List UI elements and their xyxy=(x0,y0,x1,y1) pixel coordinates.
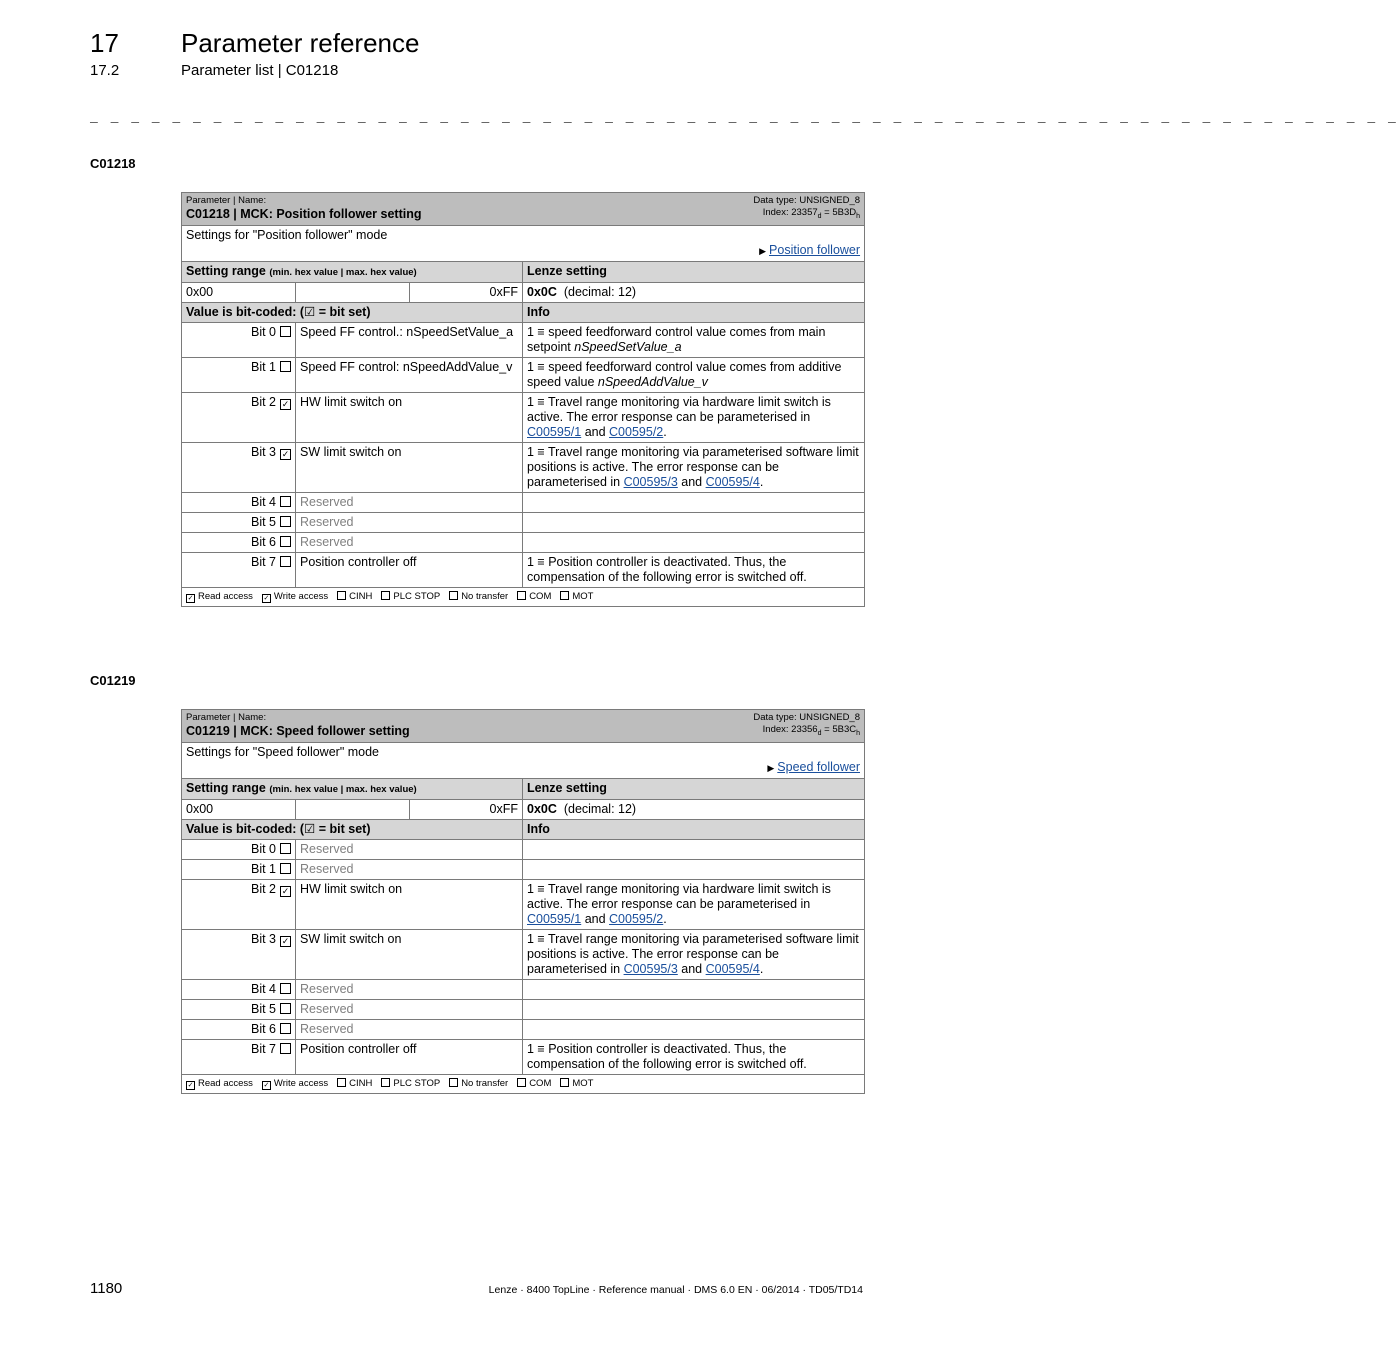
bit-info xyxy=(523,492,865,512)
bit-info: 1 ≡ speed feedforward control value comes from main setpoint nSpeedSetValue_a xyxy=(523,322,865,357)
access-flag: CINH xyxy=(337,591,372,602)
bit-index: Bit 1 xyxy=(182,859,296,879)
checkbox-icon: ✓ xyxy=(281,448,290,459)
bit-row xyxy=(182,392,865,442)
checkbox-icon xyxy=(280,516,291,527)
bit-row xyxy=(182,979,865,999)
checkbox-icon xyxy=(280,1003,291,1014)
checkbox-icon xyxy=(381,591,390,600)
bit-name: Reserved xyxy=(296,1019,523,1039)
bit-name: SW limit switch on xyxy=(296,442,523,492)
chapter-title: Parameter reference xyxy=(181,28,420,58)
bit-index: Bit 5 xyxy=(182,999,296,1019)
checkbox-icon xyxy=(337,1078,346,1087)
checkbox-icon xyxy=(280,496,291,507)
bit-info xyxy=(523,859,865,879)
bit-info: 1 ≡ Travel range monitoring via hardware limit switch is active. The error response can be parameterised in C00595/1 and C00595/2. xyxy=(523,392,865,442)
checkbox-icon xyxy=(280,1023,291,1034)
bit-index: Bit 0 xyxy=(182,839,296,859)
checkbox-icon xyxy=(337,591,346,600)
lenze-setting-header: Lenze setting xyxy=(523,778,865,799)
bit-name: Speed FF control: nSpeedAddValue_v xyxy=(296,357,523,392)
ref-link[interactable]: C00595/1 xyxy=(527,424,582,439)
checkbox-icon: ✓ xyxy=(281,935,290,946)
bit-row xyxy=(182,442,865,492)
checkbox-icon: ✓ xyxy=(263,1081,270,1089)
checkbox-icon xyxy=(517,1078,526,1087)
access-flag: COM xyxy=(517,1078,551,1089)
access-flag: MOT xyxy=(560,1078,593,1089)
bit-row xyxy=(182,492,865,512)
checkbox-icon xyxy=(280,863,291,874)
checkbox-icon xyxy=(280,361,291,372)
section-title: Parameter list | C01218 xyxy=(181,62,339,79)
bit-info: 1 ≡ Travel range monitoring via hardware limit switch is active. The error response can be parameterised in C00595/1 and C00595/2. xyxy=(523,879,865,929)
param-name-caption: Parameter | Name: xyxy=(186,712,267,723)
bit-row xyxy=(182,859,865,879)
checkbox-icon xyxy=(280,1043,291,1054)
checkbox-icon xyxy=(449,591,458,600)
bit-name: HW limit switch on xyxy=(296,879,523,929)
bit-index: Bit 2 ✓ xyxy=(182,879,296,929)
checkbox-icon: ✓ xyxy=(263,594,270,602)
bitcoded-header: Value is bit-coded: (☑ = bit set) xyxy=(182,302,523,322)
checkbox-icon: ✓ xyxy=(281,885,290,896)
max-value: 0xFF xyxy=(410,799,523,819)
access-flag: ✓ Read access xyxy=(187,590,253,602)
bit-row xyxy=(182,929,865,979)
checkbox-icon xyxy=(280,556,291,567)
bit-info xyxy=(523,532,865,552)
access-flag: ✓ Read access xyxy=(187,1077,253,1089)
info-header: Info xyxy=(523,302,865,322)
index: Index: $23357_d = 5B3D_h$ xyxy=(762,207,861,220)
bit-info xyxy=(523,512,865,532)
ref-link[interactable]: C00595/3 xyxy=(623,961,678,976)
bit-index: Bit 0 xyxy=(182,322,296,357)
param-name: C01219 | MCK: Speed follower setting xyxy=(186,724,410,738)
bit-index: Bit 5 xyxy=(182,512,296,532)
bit-info xyxy=(523,979,865,999)
bit-info xyxy=(523,999,865,1019)
mode-link[interactable]: Speed follower xyxy=(777,759,860,774)
bit-info: 1 ≡ speed feedforward control value comes from additive speed value nSpeedAddValue_v xyxy=(523,357,865,392)
checkbox-icon xyxy=(280,326,291,337)
param-name-caption: Parameter | Name: xyxy=(186,195,267,206)
ref-link[interactable]: C00595/4 xyxy=(705,474,760,489)
bit-index: Bit 3 ✓ xyxy=(182,929,296,979)
setting-range-header: Setting range (min. hex value | max. hex value) xyxy=(182,261,523,282)
checkbox-icon xyxy=(560,1078,569,1087)
bit-name: Reserved xyxy=(296,492,523,512)
bit-info xyxy=(523,839,865,859)
bit-row xyxy=(182,1019,865,1039)
bit-row xyxy=(182,512,865,532)
bit-index: Bit 7 xyxy=(182,1039,296,1074)
bit-index: Bit 4 xyxy=(182,492,296,512)
arrow-right-icon: ▶ xyxy=(759,245,767,256)
max-value: 0xFF xyxy=(410,282,523,302)
mode-link[interactable]: Position follower xyxy=(769,242,861,257)
bit-row xyxy=(182,1039,865,1074)
checkbox-icon xyxy=(381,1078,390,1087)
param-description: Settings for "Position follower" mode ▶ Position follower xyxy=(182,225,865,261)
bit-name: Reserved xyxy=(296,839,523,859)
lenze-setting-header: Lenze setting xyxy=(523,261,865,282)
access-flag: MOT xyxy=(560,591,593,602)
ref-link[interactable]: C00595/1 xyxy=(527,911,582,926)
bit-row xyxy=(182,552,865,587)
access-flag: PLC STOP xyxy=(381,591,440,602)
ref-link[interactable]: C00595/2 xyxy=(609,424,664,439)
lenze-value: 0x0C (decimal: 12) xyxy=(523,799,865,819)
bit-row xyxy=(182,879,865,929)
min-value: 0x00 xyxy=(182,282,296,302)
access-flags xyxy=(182,587,865,606)
section-number: 17.2 xyxy=(90,62,120,79)
access-flag: No transfer xyxy=(449,591,508,602)
bit-info: 1 ≡ Travel range monitoring via parameterised software limit positions is active. The error response can be parameterised in C00595/3 and C00595/4. xyxy=(523,929,865,979)
separator: _ _ _ _ _ _ _ _ _ _ _ _ _ _ _ _ _ _ _ _ _ _ _ _ _ _ _ _ _ _ _ _ _ _ _ _ _ _ _ _ _ _ _ _ _ _ _ _ _ _ _ _ _ _ _ _ _ _ _ _ _ _ _ _ xyxy=(90,110,1398,125)
bit-name: SW limit switch on xyxy=(296,929,523,979)
data-type: Data type: UNSIGNED_8 xyxy=(753,712,860,723)
data-type: Data type: UNSIGNED_8 xyxy=(753,195,861,206)
param-label-c01219: C01219 xyxy=(90,673,136,688)
access-flag: PLC STOP xyxy=(381,1078,440,1089)
param-header xyxy=(182,710,865,743)
bit-row xyxy=(182,322,865,357)
bit-name: Speed FF control.: nSpeedSetValue_a xyxy=(296,322,523,357)
access-flag: COM xyxy=(517,591,551,602)
bit-name: Reserved xyxy=(296,512,523,532)
bit-row xyxy=(182,357,865,392)
bit-info: 1 ≡ Position controller is deactivated. Thus, the compensation of the following error is switched off. xyxy=(523,552,865,587)
ref-link[interactable]: C00595/2 xyxy=(609,911,664,926)
access-flag: CINH xyxy=(337,1078,372,1089)
checkbox-icon xyxy=(280,843,291,854)
access-flag: ✓ Write access xyxy=(263,1077,329,1089)
bit-index: Bit 6 xyxy=(182,532,296,552)
bit-name: Reserved xyxy=(296,859,523,879)
bit-row xyxy=(182,839,865,859)
access-flag: No transfer xyxy=(449,1078,508,1089)
access-flags xyxy=(182,1074,865,1093)
info-header: Info xyxy=(523,819,865,839)
checkbox-icon: ✓ xyxy=(187,594,194,602)
lenze-value: 0x0C (decimal: 12) xyxy=(523,282,865,302)
checkbox-icon xyxy=(517,591,526,600)
bit-row xyxy=(182,532,865,552)
bit-index: Bit 4 xyxy=(182,979,296,999)
bit-index: Bit 2 ✓ xyxy=(182,392,296,442)
bit-index: Bit 3 ✓ xyxy=(182,442,296,492)
bit-index: Bit 1 xyxy=(182,357,296,392)
param-description: Settings for "Speed follower" mode ▶ Speed follower xyxy=(182,742,865,778)
param-label-c01218: C01218 xyxy=(90,156,136,171)
param-table-c01219 xyxy=(181,709,865,1094)
arrow-right-icon: ▶ xyxy=(767,762,775,773)
index: Index: $23356_d = 5B3C_h$ xyxy=(762,724,860,737)
checkbox-icon xyxy=(280,536,291,547)
bit-name: Reserved xyxy=(296,999,523,1019)
bit-index: Bit 6 xyxy=(182,1019,296,1039)
bit-name: Position controller off xyxy=(296,1039,523,1074)
min-value: 0x00 xyxy=(182,799,296,819)
setting-range-header: Setting range (min. hex value | max. hex value) xyxy=(182,778,523,799)
bit-info: 1 ≡ Position controller is deactivated. Thus, the compensation of the following error is switched off. xyxy=(523,1039,865,1074)
checkbox-icon: ✓ xyxy=(281,398,290,409)
ref-link[interactable]: C00595/3 xyxy=(623,474,678,489)
param-table-c01218 xyxy=(181,192,865,607)
checkbox-icon xyxy=(280,983,291,994)
chapter-number: 17 xyxy=(90,28,119,58)
checkbox-icon: ✓ xyxy=(187,1081,194,1089)
param-name: C01218 | MCK: Position follower setting xyxy=(186,207,422,221)
bit-name: Position controller off xyxy=(296,552,523,587)
bit-name: Reserved xyxy=(296,532,523,552)
page-number: 1180 xyxy=(90,1280,123,1297)
bitcoded-header: Value is bit-coded: (☑ = bit set) xyxy=(182,819,523,839)
bit-info xyxy=(523,1019,865,1039)
footer-text: Lenze · 8400 TopLine · Reference manual · DMS 6.0 EN · 06/2014 · TD05/TD14 xyxy=(488,1284,863,1296)
checkbox-icon xyxy=(449,1078,458,1087)
checkbox-icon xyxy=(560,591,569,600)
access-flag: ✓ Write access xyxy=(263,590,329,602)
ref-link[interactable]: C00595/4 xyxy=(705,961,760,976)
param-header xyxy=(182,193,865,226)
bit-info: 1 ≡ Travel range monitoring via parameterised software limit positions is active. The error response can be parameterised in C00595/3 and C00595/4. xyxy=(523,442,865,492)
bit-name: Reserved xyxy=(296,979,523,999)
bit-index: Bit 7 xyxy=(182,552,296,587)
bit-row xyxy=(182,999,865,1019)
bit-name: HW limit switch on xyxy=(296,392,523,442)
